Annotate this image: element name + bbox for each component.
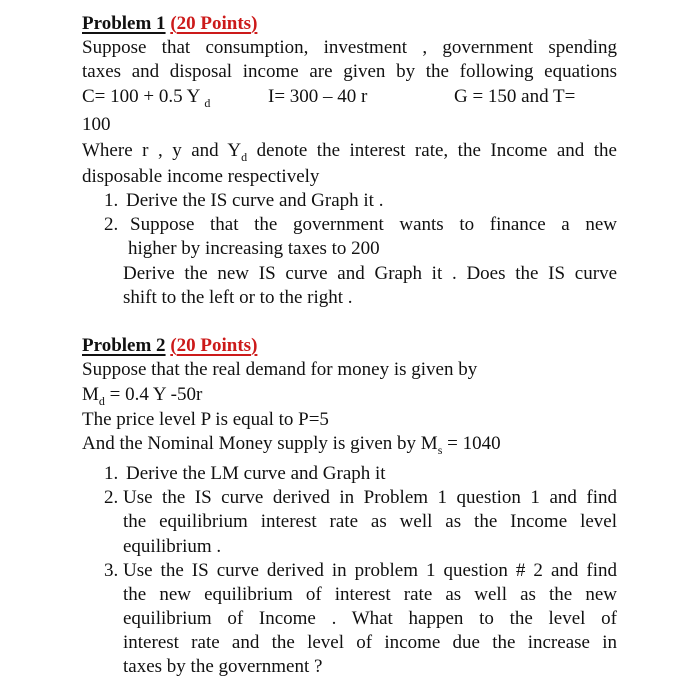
problem1-q1-text: Derive the IS curve and Graph it . bbox=[126, 190, 384, 211]
money-supply-text: And the Nominal Money supply is given by M bbox=[82, 433, 438, 454]
money-supply-value: = 1040 bbox=[442, 433, 501, 454]
problem1-q2-line3: Derive the new IS curve and Graph it . Does the IS curve bbox=[123, 263, 617, 284]
problem1-close-paren: ) bbox=[251, 13, 258, 34]
problem2-q3-line1: Use the IS curve derived in problem 1 question # 2 and find bbox=[123, 560, 617, 581]
problem2-close-paren: ) bbox=[251, 335, 258, 356]
problem2-q3-line4: interest rate and the level of income due the increase in bbox=[123, 632, 617, 653]
equation-consumption-subscript: d bbox=[204, 96, 211, 110]
problem2-points: 20 Points bbox=[176, 335, 252, 356]
money-demand-subscript: d bbox=[98, 394, 105, 408]
problem2-q1-text: Derive the LM curve and Graph it bbox=[126, 463, 386, 484]
equation-tax-value: 100 bbox=[82, 114, 111, 135]
problem2-money-demand bbox=[82, 383, 202, 408]
problem2-price-level: The price level P is equal to P=5 bbox=[82, 409, 329, 430]
problem1-q2-number: 2. bbox=[104, 214, 119, 235]
problem1-heading bbox=[82, 12, 257, 36]
problem1-title: Problem 1 bbox=[82, 13, 166, 34]
problem1-question1 bbox=[104, 189, 383, 213]
problem2-heading bbox=[82, 334, 257, 358]
problem1-where-line1 bbox=[82, 139, 617, 164]
money-supply-subscript: s bbox=[437, 443, 443, 457]
where-text-part1: Where r , y and Y bbox=[82, 140, 242, 161]
problem2-q1-number: 1. bbox=[104, 463, 119, 484]
problem1-equations bbox=[82, 85, 622, 109]
money-demand-m: M bbox=[82, 384, 99, 405]
problem1-q1-number: 1. bbox=[104, 190, 119, 211]
equation-consumption bbox=[82, 85, 210, 110]
problem2-q3-line2: the new equilibrium of interest rate as well as the new bbox=[123, 584, 617, 605]
equation-government-taxes: G = 150 and T= bbox=[454, 86, 576, 107]
problem2-q3-line3: equilibrium of Income . What happen to the level of bbox=[123, 608, 617, 629]
problem1-q2-line1: Suppose that the government wants to finance a new bbox=[130, 214, 617, 235]
problem1-points: 20 Points bbox=[176, 13, 252, 34]
problem2-intro: Suppose that the real demand for money is given by bbox=[82, 359, 478, 380]
problem1-intro-line1: Suppose that consumption, investment , government spending bbox=[82, 37, 617, 58]
problem1-q2-line2: higher by increasing taxes to 200 bbox=[128, 238, 380, 259]
problem2-q2-number: 2. bbox=[104, 487, 119, 508]
problem1-intro-line2: taxes and disposal income are given by the following equations bbox=[82, 61, 617, 82]
problem2-money-supply bbox=[82, 432, 501, 457]
where-text-part2: denote the interest rate, the Income and the bbox=[247, 140, 617, 161]
problem2-q3-number: 3. bbox=[104, 560, 119, 581]
problem2-q3-line5: taxes by the government ? bbox=[123, 656, 323, 677]
problem2-q2-line3: equilibrium . bbox=[123, 536, 222, 557]
problem1-open-paren: ( bbox=[170, 13, 177, 34]
where-subscript: d bbox=[241, 150, 248, 164]
equation-consumption-text: C= 100 + 0.5 Y bbox=[82, 86, 200, 107]
problem2-q2-line2: the equilibrium interest rate as well as the Income level bbox=[123, 511, 617, 532]
problem1-q2-line4: shift to the left or to the right . bbox=[123, 287, 353, 308]
problem2-question1 bbox=[104, 462, 386, 486]
problem1-where-line2: disposable income respectively bbox=[82, 166, 320, 187]
money-demand-rest: = 0.4 Y -50r bbox=[104, 384, 203, 405]
problem2-open-paren: ( bbox=[170, 335, 177, 356]
problem2-q2-line1: Use the IS curve derived in Problem 1 question 1 and find bbox=[123, 487, 617, 508]
equation-investment: I= 300 – 40 r bbox=[268, 86, 368, 107]
problem2-title: Problem 2 bbox=[82, 335, 166, 356]
